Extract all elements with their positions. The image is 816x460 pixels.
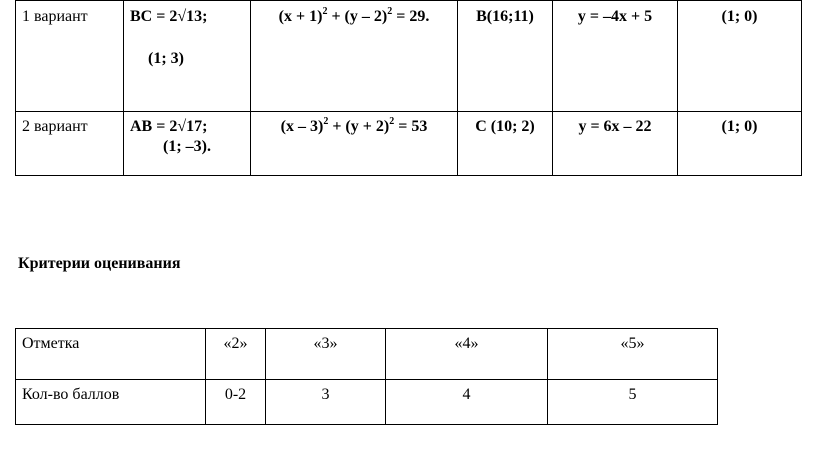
grade-5: «5» xyxy=(548,329,718,380)
circle-equation: $(x + 1)^2 + (y - 2)^2 = 29$. xyxy=(251,1,458,112)
intersection-point: (1; 0) xyxy=(678,1,802,112)
segment-length: BC = 2√13; xyxy=(130,8,208,25)
grade-header-label: Отметка xyxy=(16,329,206,380)
point-coordinates: C (10; 2) xyxy=(458,112,553,176)
point-coordinates: B(16;11) xyxy=(458,1,553,112)
line-equation: y = 6x – 22 xyxy=(553,112,678,176)
answers-row-variant-2 xyxy=(16,112,802,176)
criteria-title: Критерии оценивания xyxy=(18,255,181,272)
variant-label: 2 вариант xyxy=(16,112,124,176)
points-grade-3: 3 xyxy=(266,380,386,425)
answers-table xyxy=(15,0,802,176)
points-row xyxy=(16,380,718,425)
midpoint: (1; –3). xyxy=(163,138,211,155)
circle-equation: $(x - 3)^2 + (y + 2)^2 = 53$ xyxy=(251,112,458,176)
length-and-midpoint-cell xyxy=(124,1,251,112)
segment-length: AB = 2√17; xyxy=(130,118,208,135)
grade-4: «4» xyxy=(386,329,548,380)
grading-criteria-table xyxy=(15,328,718,425)
midpoint: (1; 3) xyxy=(148,50,184,67)
line-equation: y = –4x + 5 xyxy=(553,1,678,112)
answers-row-variant-1 xyxy=(16,1,802,112)
grade-3: «3» xyxy=(266,329,386,380)
length-and-midpoint-cell xyxy=(124,112,251,176)
grade-header-row xyxy=(16,329,718,380)
grade-2: «2» xyxy=(206,329,266,380)
points-label: Кол-во баллов xyxy=(16,380,206,425)
intersection-point: (1; 0) xyxy=(678,112,802,176)
variant-label: 1 вариант xyxy=(16,1,124,112)
points-grade-4: 4 xyxy=(386,380,548,425)
points-grade-2: 0-2 xyxy=(206,380,266,425)
points-grade-5: 5 xyxy=(548,380,718,425)
